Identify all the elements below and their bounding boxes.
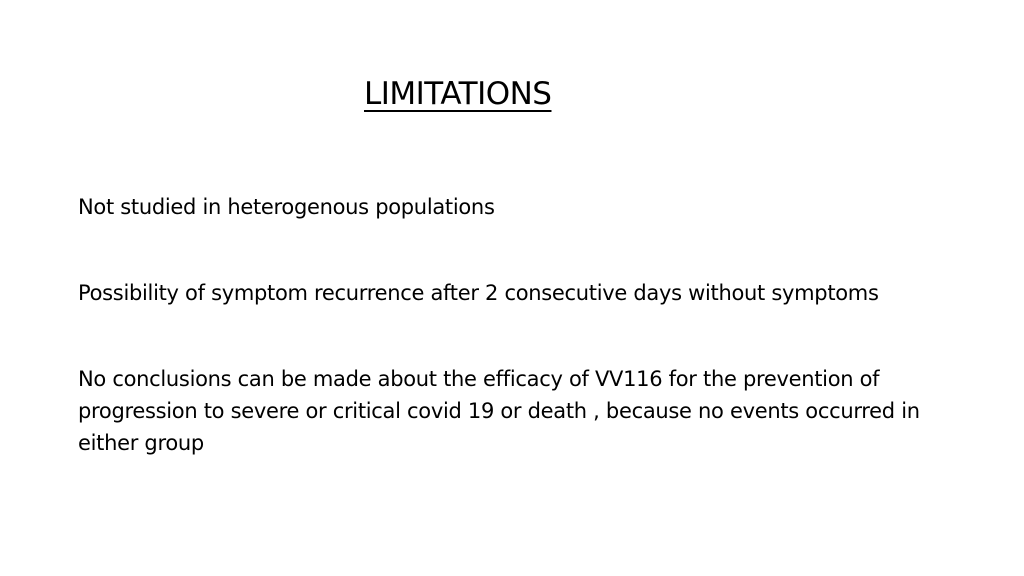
limitation-item-heterogenous-populations: Not studied in heterogenous populations [78, 195, 495, 219]
limitation-item-no-conclusions: No conclusions can be made about the efficacy of VV116 for the prevention of progression to severe or critical covid 19 or death , because no events occurred in either group [78, 367, 920, 455]
slide-title: LIMITATIONS [364, 76, 552, 112]
limitations-list [78, 191, 938, 459]
limitation-item-symptom-recurrence: Possibility of symptom recurrence after 2 consecutive days without symptoms [78, 281, 879, 305]
